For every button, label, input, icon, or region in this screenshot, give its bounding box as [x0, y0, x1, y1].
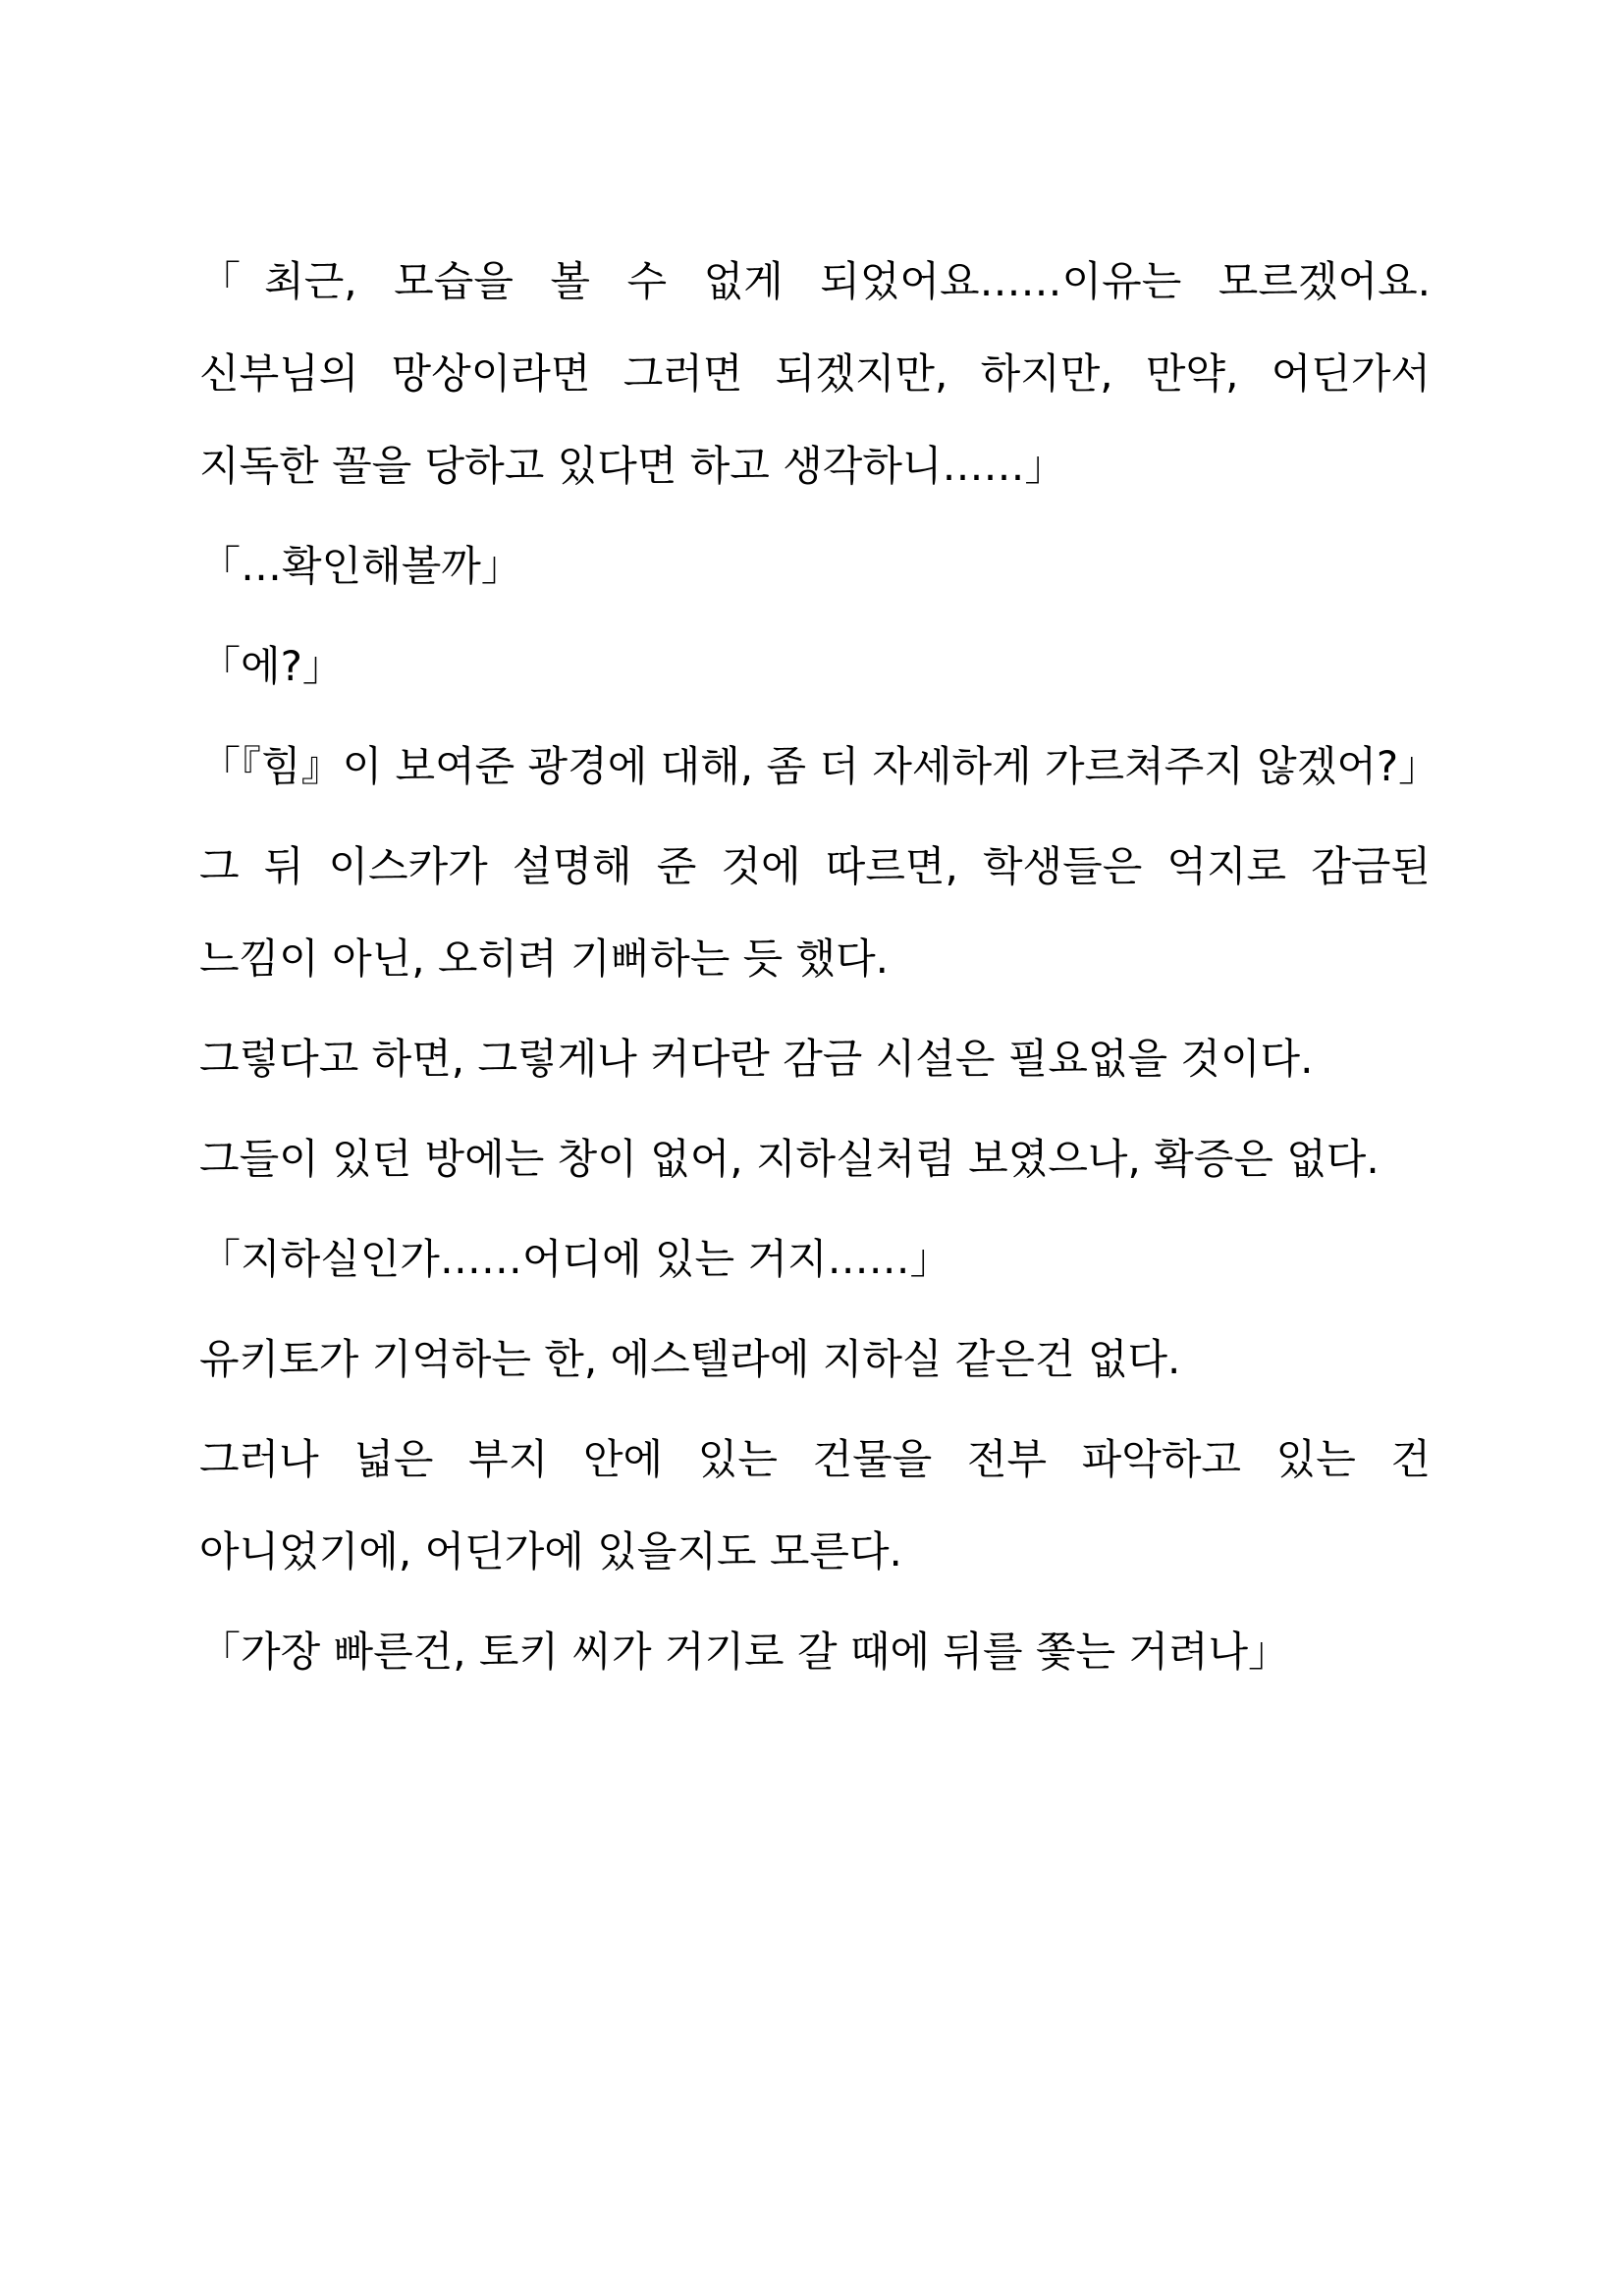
paragraph-8: 「지하실인가……어디에 있는 거지……」 [199, 1235, 951, 1283]
document-body [199, 236, 1440, 1706]
paragraph-7: 그들이 있던 방에는 창이 없어, 지하실처럼 보였으나, 확증은 없다. [199, 1135, 1380, 1183]
paragraph-11: 「가장 빠른건, 토키 씨가 거기로 갈 때에 뒤를 쫓는 거려나」 [199, 1628, 1290, 1676]
paragraph-2: 「…확인해볼까」 [199, 542, 522, 590]
paragraph-4: 「『힘』이 보여준 광경에 대해, 좀 더 자세하게 가르쳐주지 않겠어?」 [199, 742, 1440, 790]
paragraph-5: 그 뒤 이스카가 설명해 준 것에 따르면, 학생들은 억지로 감금된 느낌이 아닌, 오히려 기뻐하는 듯 했다. [199, 842, 1431, 983]
paragraph-9: 유키토가 기억하는 한, 에스텔라에 지하실 같은건 없다. [199, 1335, 1181, 1383]
paragraph-10: 그러나 넓은 부지 안에 있는 건물을 전부 파악하고 있는 건 아니었기에, 어딘가에 있을지도 모른다. [199, 1435, 1431, 1575]
paragraph-6: 그렇다고 하면, 그렇게나 커다란 감금 시설은 필요없을 것이다. [199, 1035, 1314, 1083]
paragraph-3: 「에?」 [199, 642, 344, 690]
paragraph-1: 「최근, 모습을 볼 수 없게 되었어요……이유는 모르겠어요. 신부님의 망상이라면 그러면 되겠지만, 하지만, 만약, 어딘가서 지독한 꼴을 당하고 있다면 하고 생각하니……」 [199, 257, 1431, 490]
